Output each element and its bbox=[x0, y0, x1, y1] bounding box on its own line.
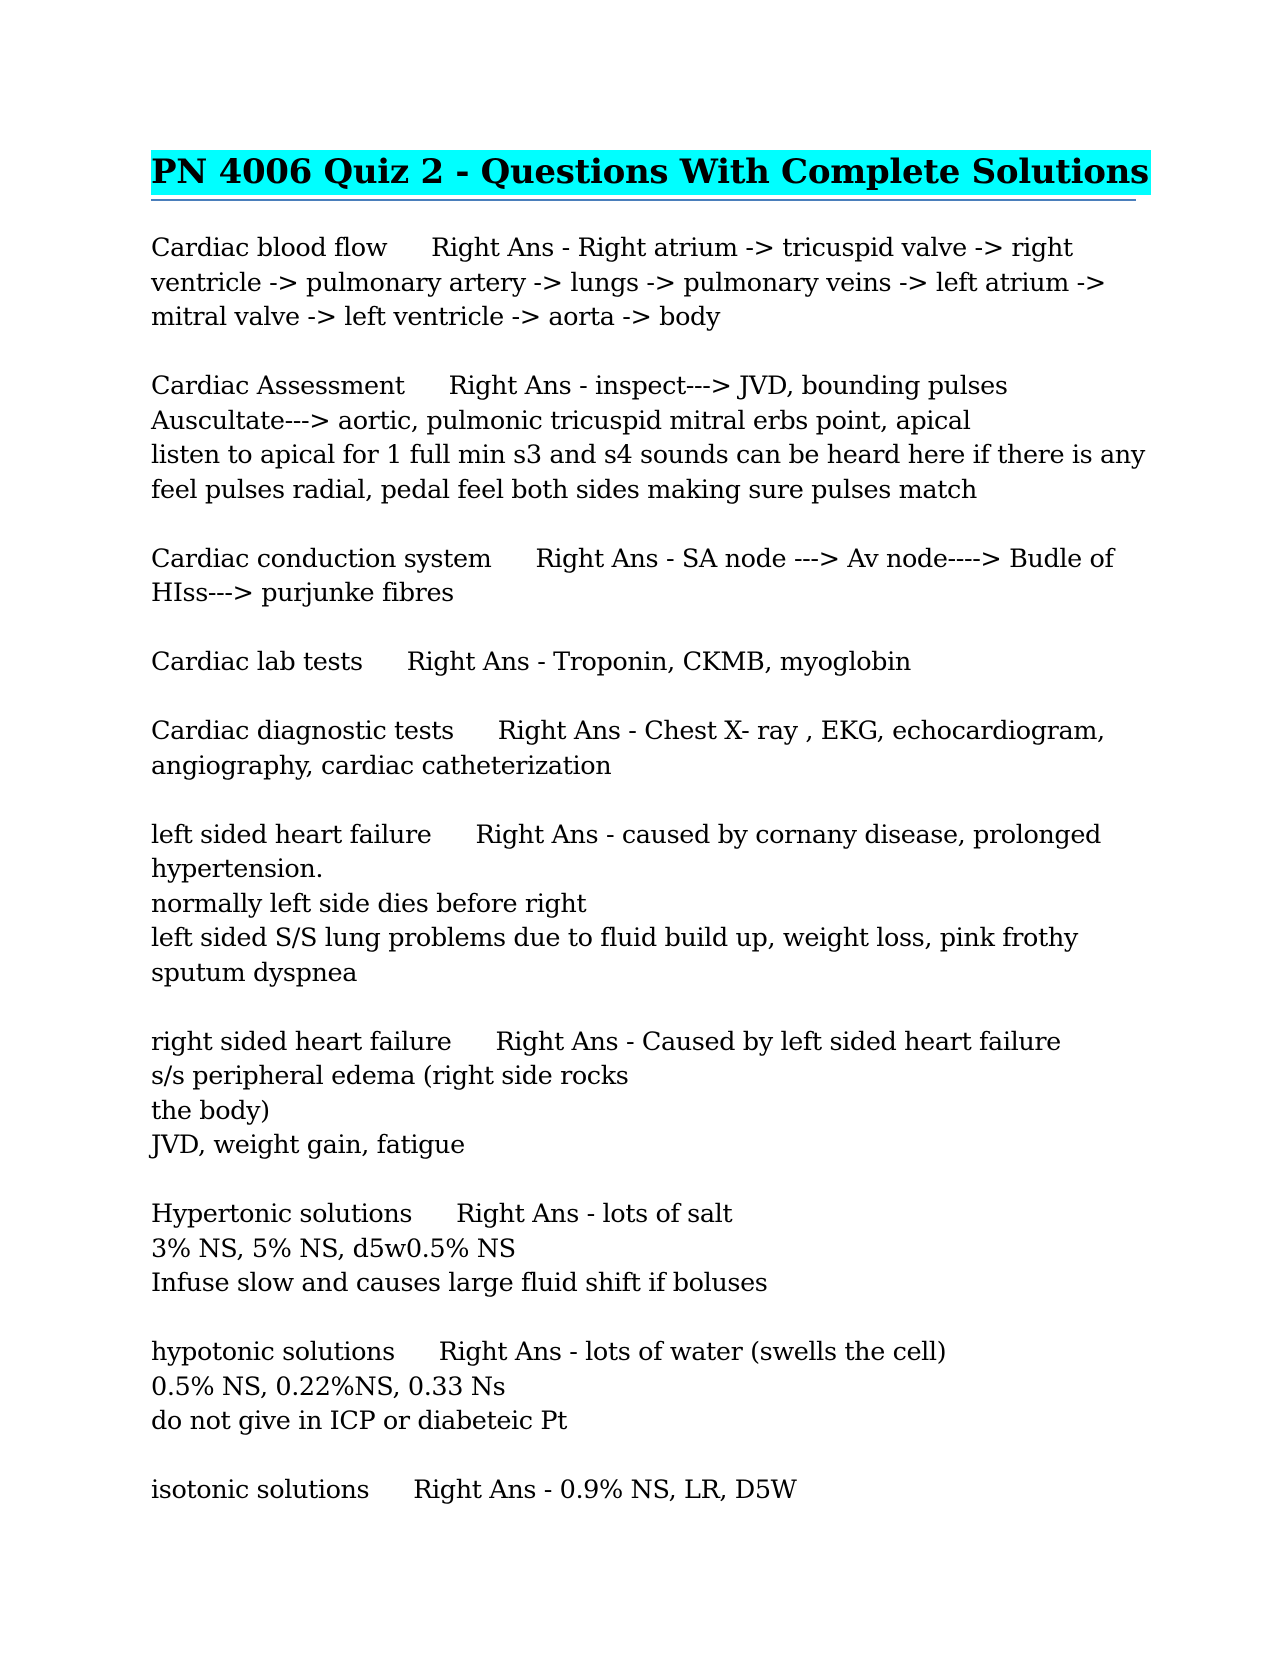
qa-item bbox=[151, 645, 1136, 680]
qa-list bbox=[151, 231, 1145, 1508]
answer-line: 3% NS, 5% NS, d5w0.5% NS bbox=[151, 1233, 516, 1264]
answer-line: JVD, weight gain, fatigue bbox=[151, 1130, 465, 1160]
answer-text: Right Ans - lots of salt bbox=[456, 1199, 733, 1229]
qa-first-line bbox=[151, 369, 1136, 404]
answer-line: hypertension. bbox=[151, 854, 324, 884]
question-text: Cardiac Assessment bbox=[151, 371, 405, 401]
qa-first-line bbox=[151, 714, 1136, 749]
answer-line: HIss---> purjunke fibres bbox=[151, 578, 454, 608]
qa-item bbox=[151, 1025, 1136, 1163]
answer-text: Right Ans - Caused by left sided heart failure bbox=[495, 1026, 1061, 1057]
answer-line: Auscultate---> aortic, pulmonic tricuspid mitral erbs point, apical bbox=[151, 405, 971, 436]
qa-item bbox=[151, 231, 1136, 335]
question-text: hypotonic solutions bbox=[151, 1337, 395, 1367]
question-text: isotonic solutions bbox=[151, 1475, 370, 1505]
answer-text: Right Ans - Right atrium -> tricuspid valve -> right bbox=[431, 233, 1073, 263]
answer-text: Right Ans - inspect---> JVD, bounding pulses bbox=[448, 371, 1008, 401]
answer-line: do not give in ICP or diabeteic Pt bbox=[151, 1406, 567, 1436]
answer-line: the body) bbox=[151, 1095, 270, 1126]
answer-line: mitral valve -> left ventricle -> aorta -> body bbox=[151, 302, 720, 332]
answer-text: Right Ans - Troponin, CKMB, myoglobin bbox=[406, 647, 911, 677]
answer-line: sputum dyspnea bbox=[151, 957, 358, 988]
answer-text: Right Ans - Chest X- ray , EKG, echocardiogram, bbox=[497, 716, 1105, 746]
qa-first-line bbox=[151, 1335, 1136, 1370]
qa-item bbox=[151, 818, 1136, 991]
answer-text: Right Ans - SA node ---> Av node----> Budle of bbox=[535, 543, 1114, 574]
document-title: PN 4006 Quiz 2 - Questions With Complete Solutions bbox=[151, 150, 1151, 195]
qa-first-line bbox=[151, 1197, 1136, 1232]
qa-item bbox=[151, 369, 1145, 507]
answer-line: angiography, cardiac catheterization bbox=[151, 750, 612, 781]
qa-first-line bbox=[151, 231, 1136, 266]
qa-item bbox=[151, 1473, 1136, 1508]
qa-item bbox=[151, 1197, 1136, 1301]
question-text: right sided heart failure bbox=[151, 1026, 452, 1057]
qa-item bbox=[151, 1335, 1136, 1439]
qa-item bbox=[151, 714, 1136, 783]
question-text: Cardiac lab tests bbox=[151, 647, 363, 677]
question-text: Hypertonic solutions bbox=[151, 1199, 413, 1229]
answer-line: ventricle -> pulmonary artery -> lungs -> pulmonary veins -> left atrium -> bbox=[151, 267, 1106, 298]
answer-text: Right Ans - caused by cornany disease, prolonged bbox=[475, 819, 1101, 850]
answer-text: Right Ans - 0.9% NS, LR, D5W bbox=[413, 1475, 797, 1505]
answer-line: s/s peripheral edema (right side rocks bbox=[151, 1061, 629, 1091]
question-text: Cardiac blood flow bbox=[151, 233, 388, 263]
question-text: Cardiac diagnostic tests bbox=[151, 716, 454, 746]
answer-line: left sided S/S lung problems due to fluid build up, weight loss, pink frothy bbox=[151, 923, 1078, 953]
answer-line: 0.5% NS, 0.22%NS, 0.33 Ns bbox=[151, 1371, 506, 1402]
question-text: Cardiac conduction system bbox=[151, 543, 492, 574]
qa-item bbox=[151, 542, 1136, 611]
qa-first-line bbox=[151, 542, 1136, 577]
answer-line: feel pulses radial, pedal feel both sides making sure pulses match bbox=[151, 474, 977, 505]
answer-line: listen to apical for 1 full min s3 and s4 sounds can be heard here if there is any bbox=[151, 440, 1145, 470]
question-text: left sided heart failure bbox=[151, 819, 432, 850]
qa-first-line bbox=[151, 1473, 1136, 1508]
title-block bbox=[151, 150, 1149, 201]
qa-first-line bbox=[151, 1025, 1136, 1060]
document-page bbox=[151, 150, 1149, 1542]
answer-line: normally left side dies before right bbox=[151, 888, 587, 919]
answer-text: Right Ans - lots of water (swells the cell) bbox=[438, 1337, 947, 1367]
qa-first-line bbox=[151, 645, 1136, 680]
qa-first-line bbox=[151, 818, 1136, 853]
answer-line: Infuse slow and causes large fluid shift if boluses bbox=[151, 1268, 768, 1298]
